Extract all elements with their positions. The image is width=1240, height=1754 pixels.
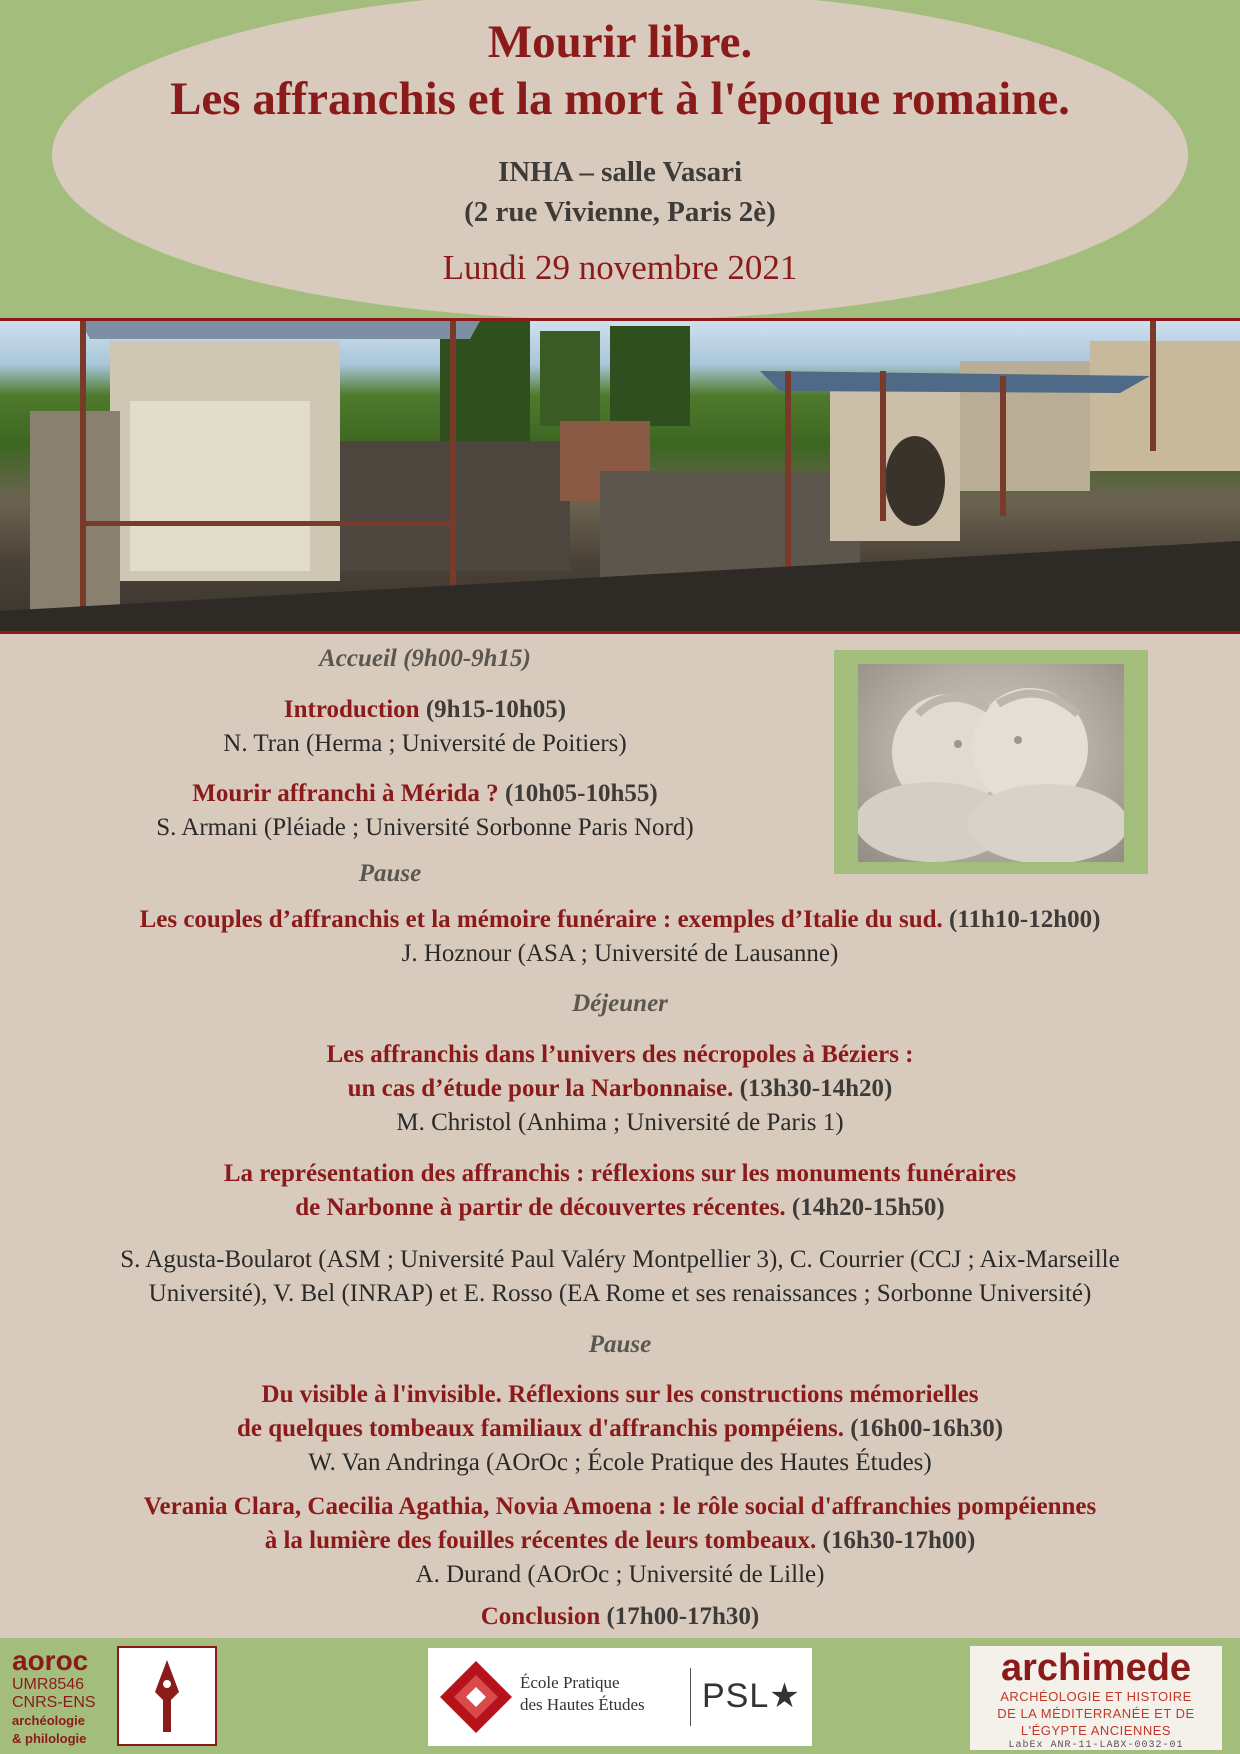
archimede-line-2: DE LA MÉDITERRANÉE ET DE [997, 1706, 1195, 1721]
pause-1: Pause [358, 860, 422, 887]
talk5-heading [0, 1412, 1240, 1446]
welcome: Accueil (9h00-9h15) [319, 645, 531, 672]
talk3-title-line-1: Les affranchis dans l’univers des nécropoles à Béziers : [326, 1041, 914, 1068]
aoroc-logo [12, 1646, 212, 1746]
archimede-line-3: L'ÉGYPTE ANCIENNES [1020, 1723, 1172, 1738]
talk3-title-line-2: un cas d’étude pour la Narbonnaise. [347, 1075, 734, 1102]
talk2-speaker: J. Hoznour (ASA ; Université de Lausanne) [401, 940, 839, 967]
aoroc-line-4: & philologie [12, 1731, 87, 1746]
talk2-heading [0, 903, 1240, 937]
talk6-speaker: A. Durand (AOrOc ; Université de Lille) [415, 1561, 825, 1588]
ephe-line-2: des Hautes Études [520, 1695, 645, 1714]
ruins-photo [0, 318, 1240, 634]
talk6-title-line-1: Verania Clara, Caecilia Agathia, Novia Amoena : le rôle social d'affranchies pompéiennes [143, 1493, 1097, 1520]
talk6-time: (16h30-17h00) [822, 1527, 976, 1554]
lunch: Déjeuner [572, 990, 668, 1017]
talk1-heading [0, 777, 850, 811]
talk4-title-line-2: de Narbonne à partir de découvertes récentes. [295, 1194, 786, 1221]
talk2-time: (11h10-12h00) [949, 906, 1101, 933]
talk4-speaker-line-2: Université), V. Bel (INRAP) et E. Rosso (EA Rome et ses renaissances ; Sorbonne Université) [148, 1280, 1092, 1307]
header-banner [0, 0, 1240, 318]
talk4-title-line-1: La représentation des affranchis : réflexions sur les monuments funéraires [223, 1160, 1017, 1187]
pause-2: Pause [588, 1331, 652, 1358]
pen-nib-icon [117, 1646, 217, 1746]
archimede-logo [970, 1646, 1222, 1750]
talk3-heading [0, 1072, 1240, 1106]
intro-time: (9h15-10h05) [425, 696, 567, 723]
funerary-relief-image [858, 664, 1124, 862]
venue-line-2: (2 rue Vivienne, Paris 2è) [464, 196, 776, 228]
conclusion-time: (17h00-17h30) [606, 1603, 760, 1630]
talk1-title: Mourir affranchi à Mérida ? [192, 780, 499, 807]
intro-speaker: N. Tran (Herma ; Université de Poitiers) [223, 730, 627, 757]
archimede-name: archimede [1000, 1647, 1192, 1689]
talk1-time: (10h05-10h55) [504, 780, 658, 807]
title-line-2: Les affranchis et la mort à l'époque romaine. [170, 73, 1070, 125]
aoroc-line-3: archéologie [12, 1713, 85, 1728]
ephe-emblem-icon [436, 1657, 516, 1737]
logo-separator [690, 1668, 691, 1726]
talk3-speaker: M. Christol (Anhima ; Université de Paris 1) [396, 1109, 844, 1136]
ruins-photo-illustration [0, 321, 1240, 634]
talk4-time: (14h20-15h50) [791, 1194, 945, 1221]
talk6-title-line-2: à la lumière des fouilles récentes de leurs tombeaux. [264, 1527, 817, 1554]
archimede-line-1: ARCHÉOLOGIE ET HISTOIRE [1000, 1689, 1192, 1704]
talk5-title-line-1: Du visible à l'invisible. Réflexions sur les constructions mémorielles [261, 1381, 979, 1408]
aoroc-line-2: CNRS-ENS [12, 1694, 96, 1711]
archimede-labex: LabEx ANR-11-LABX-0032-01 [1008, 1740, 1184, 1751]
talk5-time: (16h00-16h30) [850, 1415, 1004, 1442]
header-text [0, 14, 1240, 290]
aoroc-line-1: UMR8546 [12, 1676, 85, 1693]
talk5-title-line-2: de quelques tombeaux familiaux d'affranchis pompéiens. [236, 1415, 844, 1442]
talk5-speaker: W. Van Andringa (AOrOc ; École Pratique des Hautes Études) [308, 1449, 932, 1476]
intro-title: Introduction [283, 696, 420, 723]
talk2-title: Les couples d’affranchis et la mémoire funéraire : exemples d’Italie du sud. [139, 906, 943, 933]
psl-logo-text: PSL★ [702, 1677, 801, 1715]
aoroc-name: aoroc [12, 1645, 89, 1676]
conclusion-heading [0, 1600, 1240, 1634]
relief-illustration [858, 664, 1124, 862]
talk3-time: (13h30-14h20) [739, 1075, 893, 1102]
ephe-line-1: École Pratique [520, 1673, 620, 1692]
talk4-heading [0, 1191, 1240, 1225]
relief-image-frame [834, 650, 1148, 874]
venue-line-1: INHA – salle Vasari [497, 156, 743, 188]
ephe-text [520, 1672, 645, 1716]
talk6-heading [0, 1524, 1240, 1558]
event-date: Lundi 29 novembre 2021 [442, 248, 798, 287]
footer-logos [0, 1638, 1240, 1754]
talk1-speaker: S. Armani (Pléiade ; Université Sorbonne Paris Nord) [156, 814, 694, 841]
ephe-psl-logo [428, 1648, 812, 1746]
intro-heading [0, 693, 850, 727]
conclusion-title: Conclusion [480, 1603, 601, 1630]
talk4-speaker-line-1: S. Agusta-Boularot (ASM ; Université Paul Valéry Montpellier 3), C. Courrier (CCJ ; Aix-Marseille [120, 1246, 1120, 1273]
title-line-1: Mourir libre. [487, 16, 753, 68]
